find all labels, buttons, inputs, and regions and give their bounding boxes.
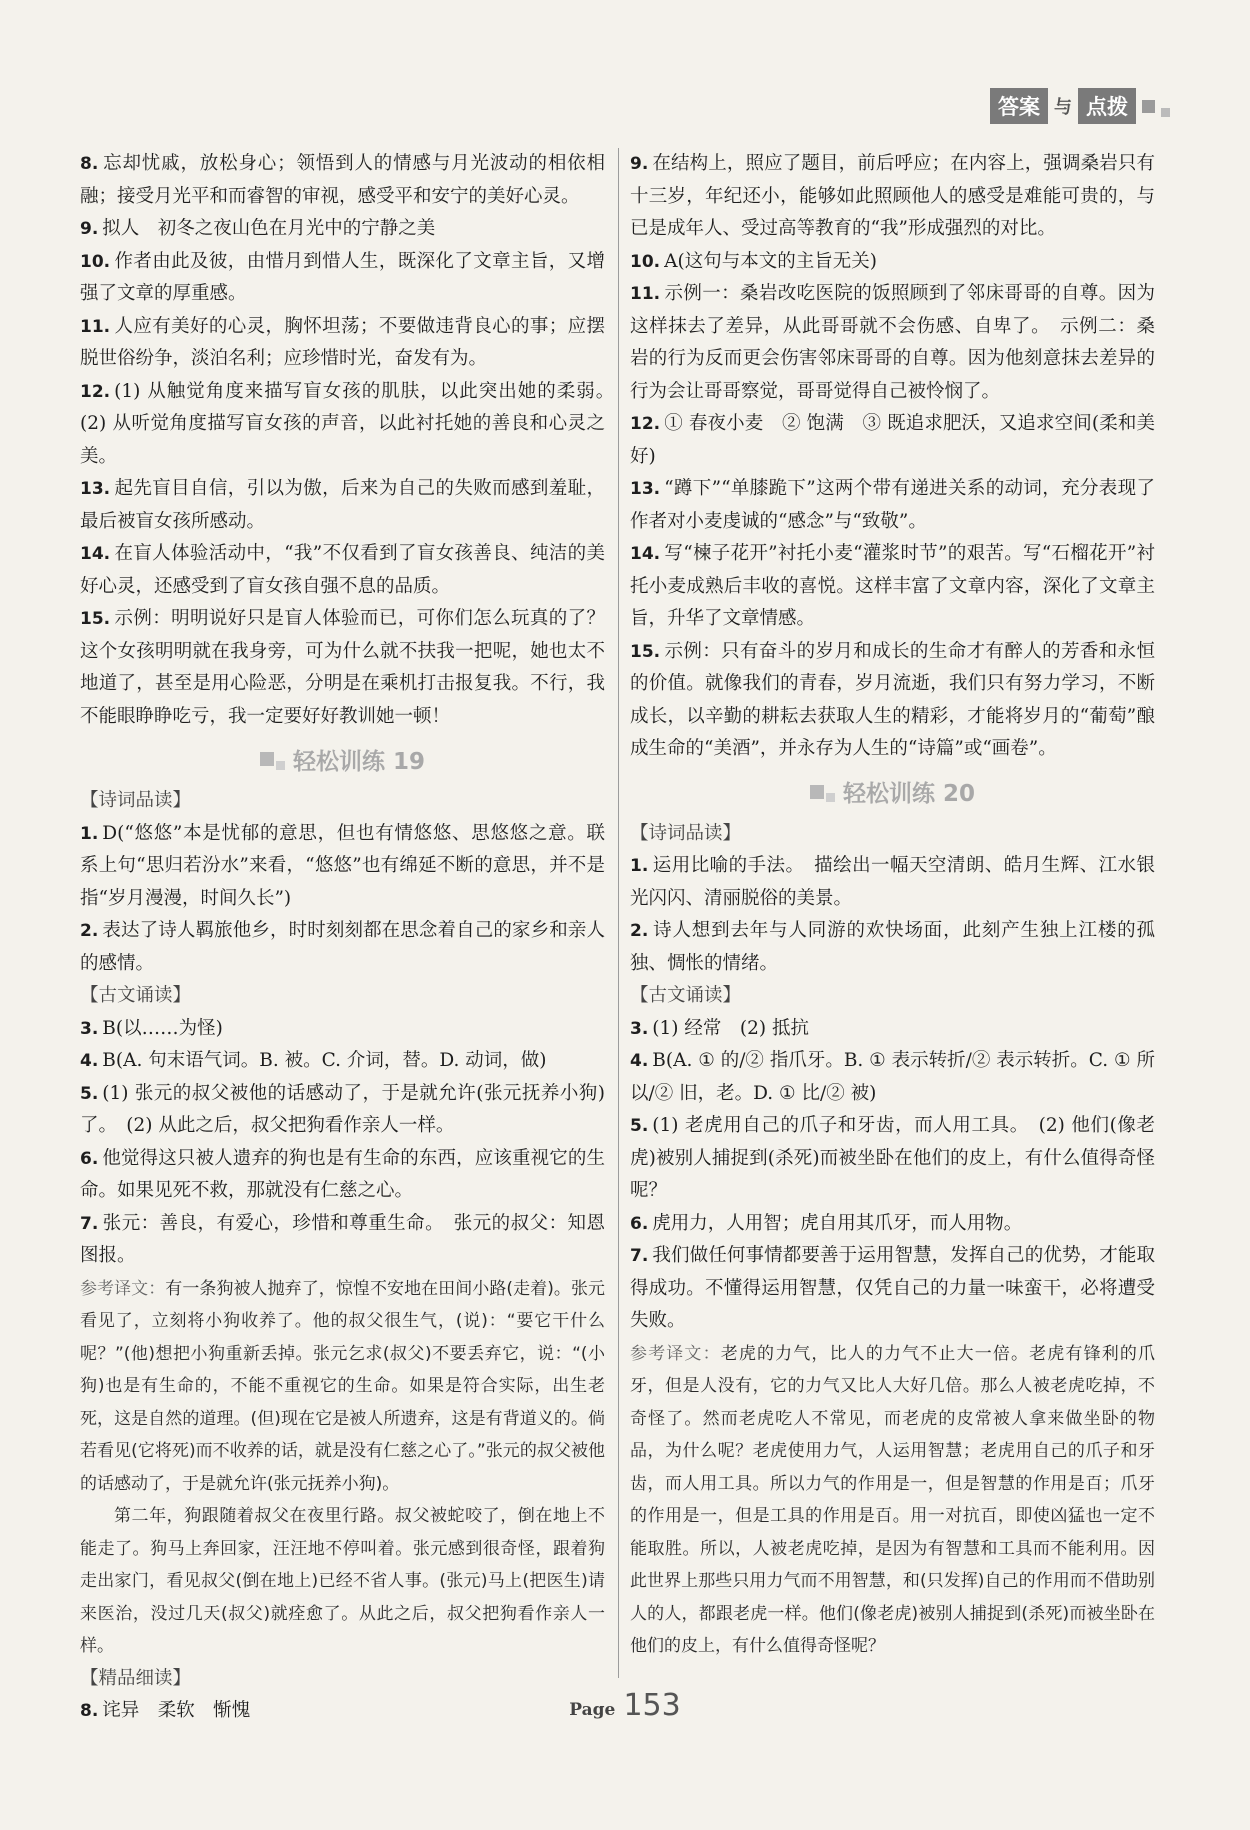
- section-small-square-icon: [826, 793, 835, 802]
- answer-item: 4. B(A. ① 的/② 指爪牙。B. ① 表示转折/② 表示转折。C. ① 所以/② 旧，老。D. ① 比/② 被): [630, 1050, 1155, 1104]
- section-title-19: [80, 733, 605, 785]
- answer-item: 6. 虎用力，人用智；虎自用其爪牙，而人用物。: [630, 1212, 1023, 1234]
- header-badge-answer: 答案: [990, 88, 1048, 124]
- subsection-heading: 【古文诵读】: [630, 985, 742, 1006]
- answer-item: 8. 诧异 柔软 惭愧: [80, 1700, 251, 1721]
- answer-item: 8. 忘却忧戚，放松身心；领悟到人的情感与月光波动的相依相融；接受月光平和而睿智的审视，感受平和安宁的美好心灵。: [80, 153, 605, 207]
- section-small-square-icon: [276, 761, 285, 770]
- answer-item: 10. A(这句与本文的主旨无关): [630, 250, 877, 272]
- page-footer: [0, 1688, 1250, 1723]
- subsection-heading: 【古文诵读】: [80, 985, 192, 1006]
- reference-translation: 参考译文：老虎的力气，比人的力气不止大一倍。老虎有锋利的爪牙，但是人没有，它的力气又比人大好几倍。那么人被老虎吃掉，不奇怪了。然而老虎吃人不常见，而老虎的皮常被人拿来做坐卧的物品，为什么呢？老虎使用力气，人运用智慧；老虎用自己的爪子和牙齿，而人用工具。所以力气的作用是一，但是智慧的作用是百；爪牙的作用是一，但是工具的作用是百。用一对抗百，即使凶猛也一定不能取胜。所以，人被老虎吃掉，是因为有智慧和工具而不能利用。因此世界上那些只用力气而不用智慧，和(只发挥)自己的作用而不借助别人的人，都跟老虎一样。他们(像老虎)被别人捕捉到(杀死)而被坐卧在他们的皮上，有什么值得奇怪呢？: [630, 1343, 1156, 1656]
- answer-item: 11. 人应有美好的心灵，胸怀坦荡；不要做违背良心的事；应摆脱世俗纷争，淡泊名利；应珍惜时光，奋发有为。: [80, 315, 605, 369]
- answer-item: 9. 在结构上，照应了题目，前后呼应；在内容上，强调桑岩只有十三岁，年纪还小，能够如此照顾他人的感受是难能可贵的，与已是成年人、受过高等教育的“我”形成强烈的对比。: [630, 153, 1155, 239]
- answer-item: 5. (1) 张元的叔父被他的话感动了，于是就允许(张元抚养小狗)了。 (2) 从此之后，叔父把狗看作亲人一样。: [80, 1082, 605, 1136]
- answer-item: 7. 张元：善良，有爱心，珍惜和尊重生命。 张元的叔父：知恩图报。: [80, 1212, 605, 1266]
- answer-item: 15. 示例：只有奋斗的岁月和成长的生命才有醉人的芳香和永恒的价值。就像我们的青春，岁月流逝，我们只有努力学习，不断成长，以辛勤的耕耘去获取人生的精彩，才能将岁月的“葡萄”酿成生命的“美酒”，并永存为人生的“诗篇”或“画卷”。: [630, 640, 1155, 759]
- page-number: 153: [623, 1688, 681, 1723]
- subsection-heading: 【诗词品读】: [630, 822, 742, 844]
- reference-translation: 参考译文：有一条狗被人抛弃了，惊惶不安地在田间小路(走着)。张元看见了，立刻将小狗收养了。他的叔父很生气，(说)：“要它干什么呢？”(他)想把小狗重新丢掉。张元乞求(叔父)不要丢弃它，说：“(小狗)也是有生命的，不能不重视它的生命。如果是符合实际，出生老死，这是自然的道理。(但)现在它是被人所遗弃，这是有背道义的。倘若看见(它将死)而不收养的话，就是没有仁慈之心了。”张元的叔父被他的话感动了，于是就允许(张元抚养小狗)。: [80, 1278, 605, 1494]
- answer-item: 15. 示例：明明说好只是盲人体验而已，可你们怎么玩真的了？这个女孩明明就在我身旁，可为什么就不扶我一把呢，她也太不地道了，甚至是用心险恶，分明是在乘机打击报复我。不行，我不能眼睁睁吃亏，我一定要好好教训她一顿！: [80, 608, 605, 727]
- answer-item: 14. 写“楝子花开”衬托小麦“灌浆时节”的艰苦。写“石榴花开”衬托小麦成熟后丰收的喜悦。这样丰富了文章内容，深化了文章主旨，升华了文章情感。: [630, 543, 1155, 629]
- answer-item: 6. 他觉得这只被人遗弃的狗也是有生命的东西，应该重视它的生命。如果见死不救，那就没有仁慈之心。: [80, 1147, 605, 1201]
- column-divider: [618, 148, 619, 1678]
- answer-item: 4. B(A. 句末语气词。B. 被。C. 介词，替。D. 动词，做): [80, 1050, 547, 1071]
- answer-item: 2. 表达了诗人羁旅他乡，时时刻刻都在思念着自己的家乡和亲人的感情。: [80, 920, 605, 974]
- section-title-20: [630, 766, 1155, 818]
- header-badge-and: 与: [1054, 97, 1072, 118]
- answer-item: 14. 在盲人体验活动中，“我”不仅看到了盲女孩善良、纯洁的美好心灵，还感受到了盲女孩自强不息的品质。: [80, 543, 605, 597]
- section-square-icon: [260, 752, 274, 766]
- answer-item: 12. (1) 从触觉角度来描写盲女孩的肌肤，以此突出她的柔弱。 (2) 从听觉角度描写盲女孩的声音，以此衬托她的善良和心灵之美。: [80, 380, 624, 467]
- answer-item: 10. 作者由此及彼，由惜月到惜人生，既深化了文章主旨，又增强了文章的厚重感。: [80, 250, 605, 304]
- subsection-heading: 【精品细读】: [80, 1667, 192, 1689]
- answer-item: 2. 诗人想到去年与人同游的欢快场面，此刻产生独上江楼的孤独、惆怅的情绪。: [630, 920, 1155, 974]
- subsection-heading: 【诗词品读】: [80, 790, 192, 811]
- answer-item: 1. 运用比喻的手法。 描绘出一幅天空清朗、皓月生辉、江水银光闪闪、清丽脱俗的美景。: [630, 855, 1155, 909]
- right-column: [630, 148, 1155, 1663]
- answer-item: 3. (1) 经常 (2) 抵抗: [630, 1017, 809, 1039]
- answer-item: 13. 起先盲目自信，引以为傲，后来为自己的失败而感到羞耻，最后被盲女孩所感动。: [80, 478, 605, 532]
- header-badge-hint: 点拨: [1078, 88, 1136, 124]
- left-column: [80, 148, 624, 1728]
- section-title-text: 轻松训练 19: [292, 748, 425, 775]
- answer-item: 12. ① 春夜小麦 ② 饱满 ③ 既追求肥沃，又追求空间(柔和美好): [630, 413, 1155, 467]
- reference-translation-paragraph: 第二年，狗跟随着叔父在夜里行路。叔父被蛇咬了，倒在地上不能走了。狗马上奔回家，汪汪地不停叫着。张元感到很奇怪，跟着狗走出家门，看见叔父(倒在地上)已经不省人事。(张元)马上(把医生)请来医治，没过几天(叔父)就痊愈了。从此之后，叔父把狗看作亲人一样。: [80, 1506, 605, 1656]
- answer-item: 11. 示例一：桑岩改吃医院的饭照顾到了邻床哥哥的自尊。因为这样抹去了差异，从此哥哥就不会伤感、自卑了。 示例二：桑岩的行为反而更会伤害邻床哥哥的自尊。因为他刻意抹去差异的行为会让哥哥察觉，哥哥觉得自己被怜悯了。: [630, 283, 1155, 402]
- header-small-square-icon: [1161, 108, 1170, 117]
- answer-item: 3. B(以……为怪): [80, 1017, 223, 1039]
- answer-item: 13. “蹲下”“单膝跪下”这两个带有递进关系的动词，充分表现了作者对小麦虔诚的“感念”与“致敬”。: [630, 478, 1155, 532]
- answer-item: 9. 拟人 初冬之夜山色在月光中的宁静之美: [80, 218, 436, 239]
- header-badge: [990, 88, 1170, 124]
- section-square-icon: [810, 785, 824, 799]
- page-label: Page: [569, 1700, 616, 1720]
- answer-item: 7. 我们做任何事情都要善于运用智慧，发挥自己的优势，才能取得成功。不懂得运用智慧，仅凭自己的力量一味蛮干，必将遭受失败。: [630, 1245, 1155, 1331]
- section-title-text: 轻松训练 20: [842, 781, 975, 807]
- answer-item: 1. D(“悠悠”本是忧郁的意思，但也有情悠悠、思悠悠之意。联系上句“思归若汾水”来看，“悠悠”也有绵延不断的意思，并不是指“岁月漫漫，时间久长”): [80, 822, 605, 909]
- answer-item: 5. (1) 老虎用自己的爪子和牙齿，而人用工具。 (2) 他们(像老虎)被别人捕捉到(杀死)而被坐卧在他们的皮上，有什么值得奇怪呢？: [630, 1115, 1155, 1201]
- header-square-icon: [1142, 100, 1155, 113]
